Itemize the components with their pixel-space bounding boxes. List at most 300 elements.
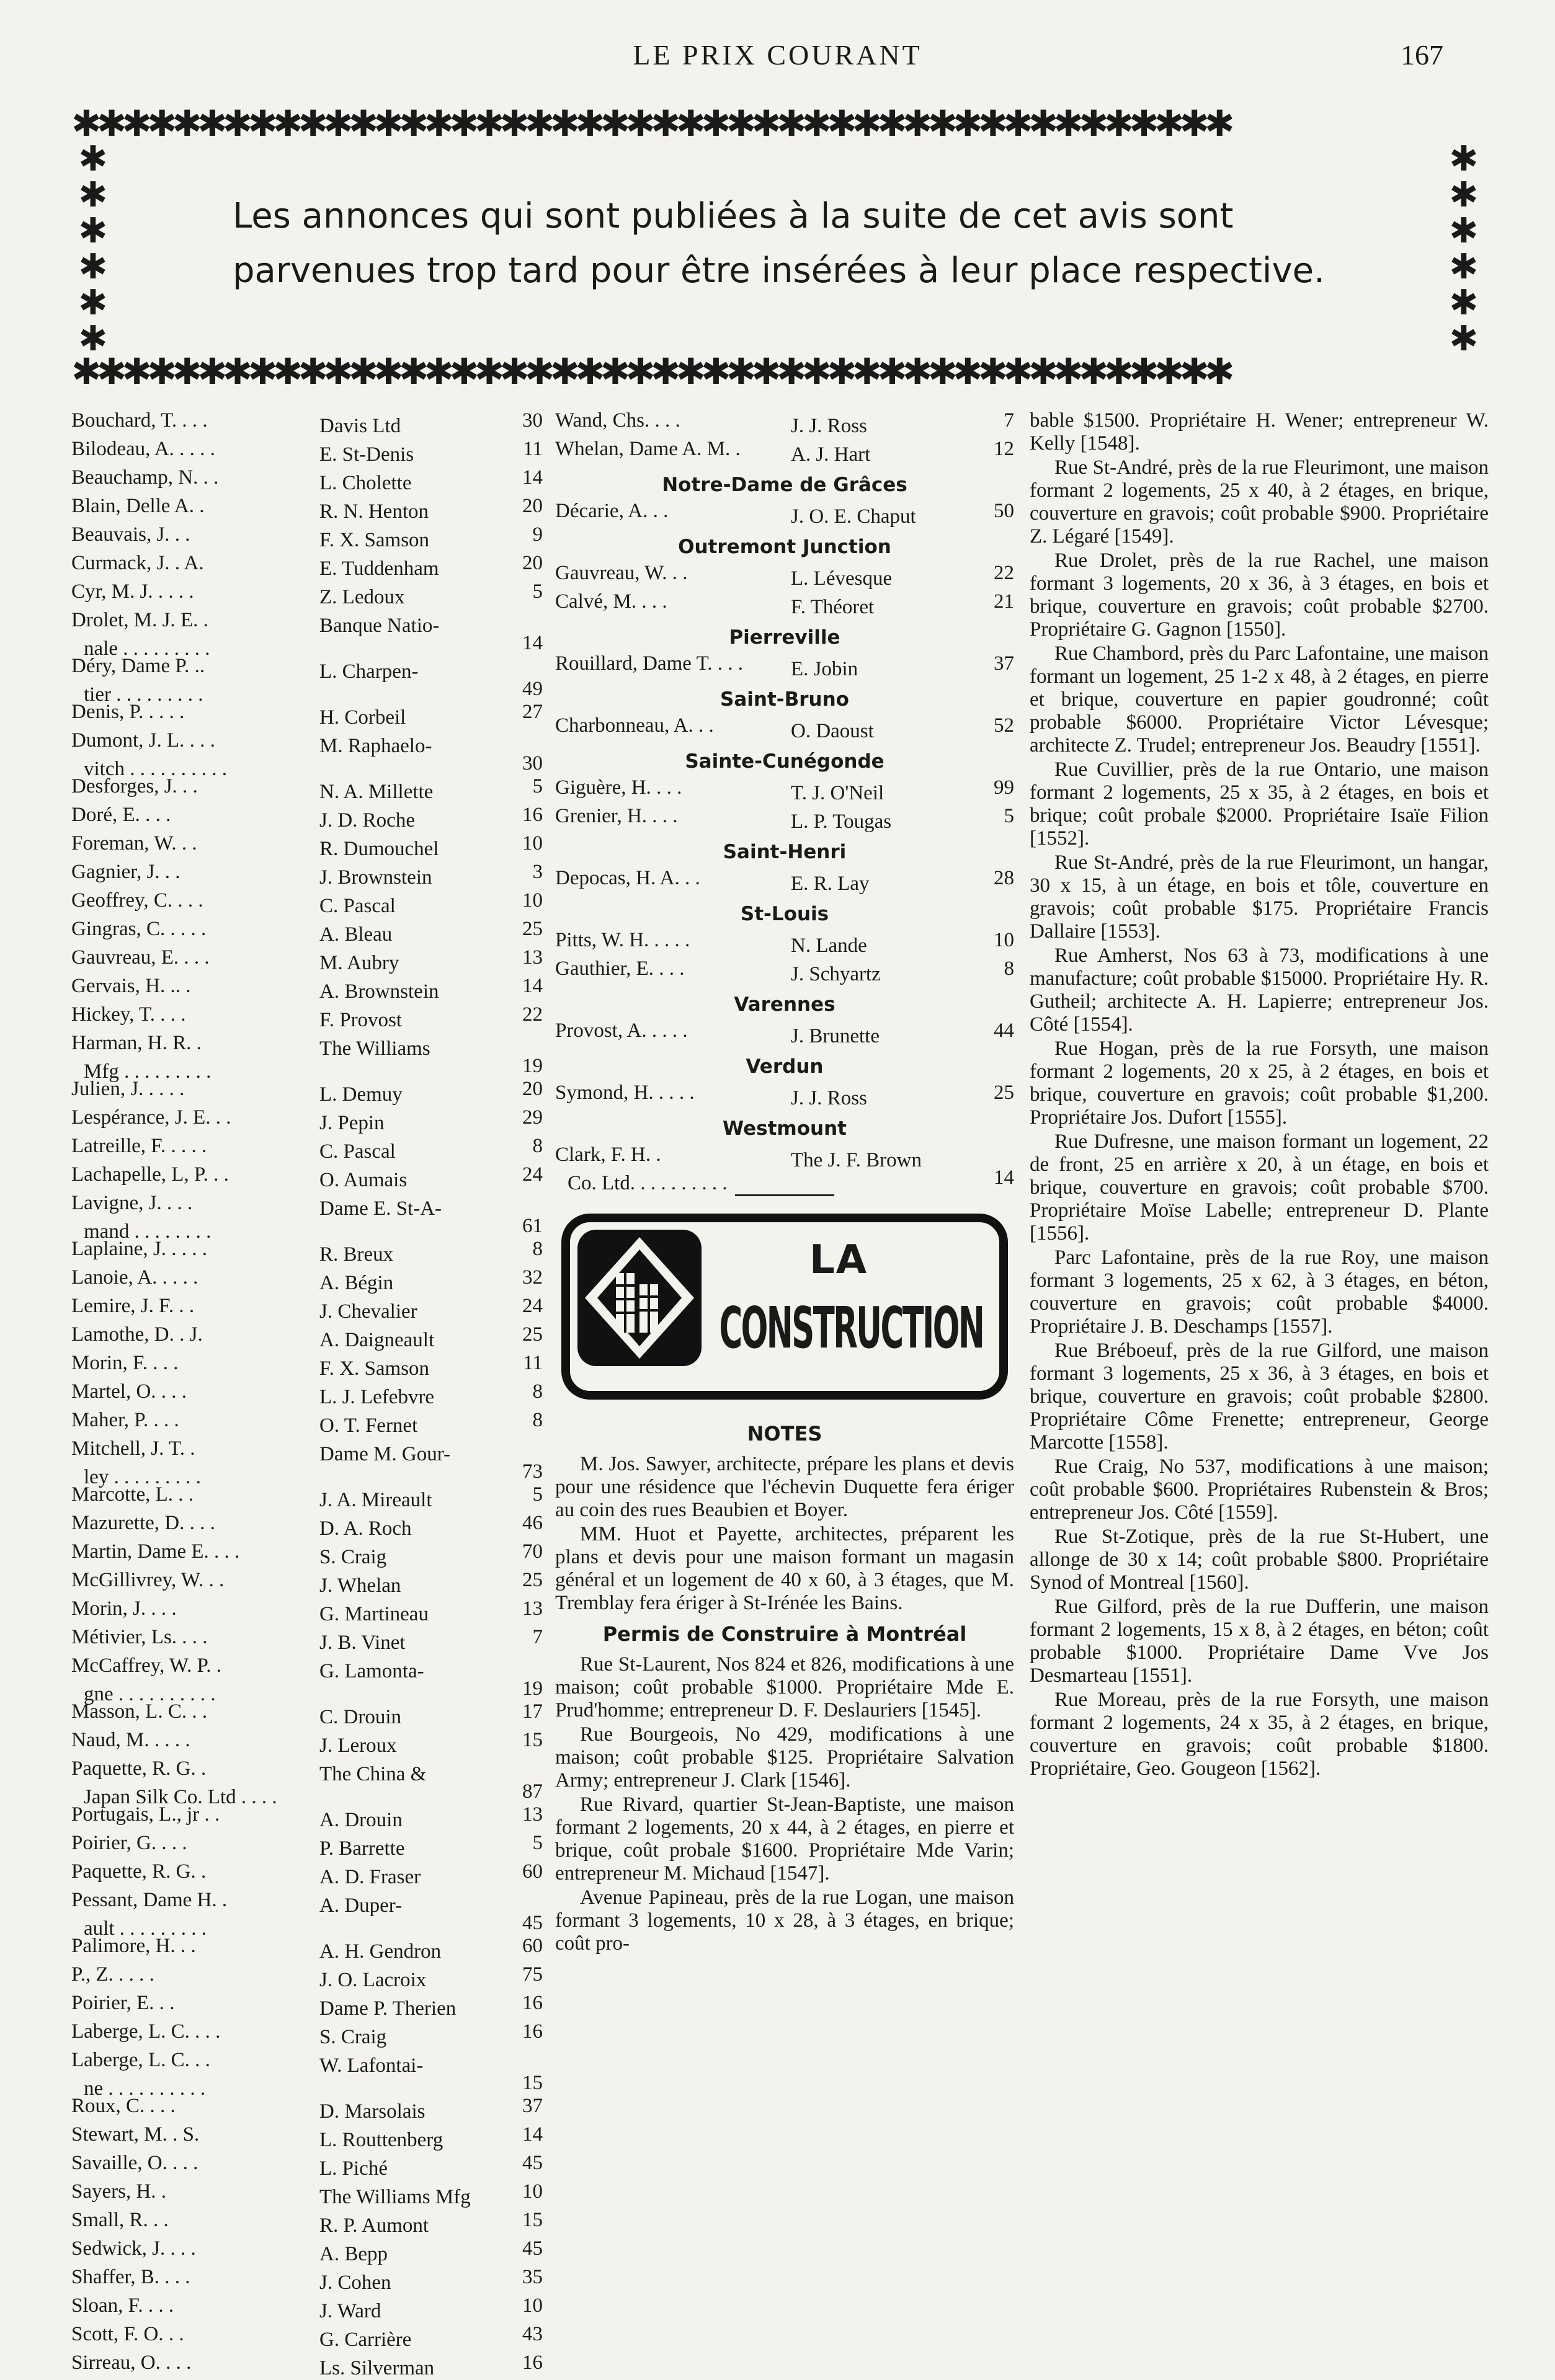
entry-agent: A. Bégin xyxy=(319,1272,394,1294)
list-item xyxy=(555,409,1014,438)
star-border-right-6: ✱ xyxy=(1449,319,1479,359)
list-item xyxy=(71,495,543,523)
list-item xyxy=(71,1860,543,1889)
entry-name: Stewart, M. . S. xyxy=(71,2123,200,2146)
list-item xyxy=(555,867,1014,895)
entry-name: Beauvais, J. . . xyxy=(71,523,190,546)
entry-agent: J. D. Roche xyxy=(319,809,415,832)
entry-agent: L. Routtenberg xyxy=(319,2129,443,2151)
entry-name: Foreman, W. . . xyxy=(71,832,197,855)
entry-agent: J. A. Mireault xyxy=(319,1489,432,1511)
place-heading: Varennes xyxy=(734,993,835,1016)
list-item xyxy=(71,1437,543,1488)
list-item xyxy=(71,409,543,438)
place-heading: Saint-Henri xyxy=(723,841,847,863)
entry-number: 30 xyxy=(522,409,543,432)
entry-number: 73 xyxy=(522,1460,543,1483)
entry-name: Déry, Dame P. .. xyxy=(71,655,205,677)
entry-agent: L. Charpen- xyxy=(319,660,419,683)
entry-number: 99 xyxy=(994,776,1014,799)
notes-paragraph: M. Jos. Sawyer, architecte, prépare les plans et devis pour une résidence que l'échevin Duquette fera ériger au coin des rues Beaubien et Boyer. xyxy=(555,1453,1014,1521)
list-item xyxy=(71,2323,543,2351)
place-heading: Outremont Junction xyxy=(678,536,891,558)
star-border-bottom: ✱✱✱✱✱✱✱✱✱✱✱✱✱✱✱✱✱✱✱✱✱✱✱✱✱✱✱✱✱✱✱✱✱✱✱✱✱✱✱✱✱✱✱✱✱✱ xyxy=(71,353,1230,389)
entry-name: Marcotte, L. . . xyxy=(71,1483,194,1506)
entry-number: 49 xyxy=(522,678,543,700)
list-item xyxy=(555,776,1014,805)
entry-name: Morin, J. . . . xyxy=(71,1597,177,1620)
entry-number: 30 xyxy=(522,752,543,775)
entry-number: 35 xyxy=(522,2266,543,2288)
list-item xyxy=(71,1106,543,1135)
entry-name: Sirreau, O. . . . xyxy=(71,2351,192,2374)
entry-name: Pessant, Dame H. . xyxy=(71,1889,228,1911)
entry-name: Poirier, E. . . xyxy=(71,1992,175,2014)
entry-agent: The Williams xyxy=(319,1037,430,1060)
entry-number: 15 xyxy=(522,2072,543,2094)
entry-name: Gingras, C. . . . . xyxy=(71,918,207,940)
list-item xyxy=(71,1078,543,1106)
entry-number: 60 xyxy=(522,1860,543,1883)
entry-name: Laberge, L. C. . . xyxy=(71,2049,210,2071)
permit-paragraph: Rue Cuvillier, près de la rue Ontario, une maison formant 2 logements, 25 x 35, à 2 étages, en bois et brique; coût probale $2000. Propriétaire Isaïe Filion [1552]. xyxy=(1030,758,1489,850)
list-item xyxy=(71,438,543,466)
entry-number: 20 xyxy=(522,1078,543,1100)
list-item xyxy=(71,1409,543,1437)
place-heading: Westmount xyxy=(723,1117,847,1140)
list-item xyxy=(71,729,543,780)
entry-agent: T. J. O'Neil xyxy=(791,782,884,804)
star-border-left-3: ✱ xyxy=(78,211,108,251)
place-heading: Notre-Dame de Grâces xyxy=(662,474,907,496)
place-heading: Sainte-Cunégonde xyxy=(685,750,884,773)
entry-agent: J. Cohen xyxy=(319,2271,391,2294)
entry-name: Lemire, J. F. . . xyxy=(71,1295,195,1317)
star-border-left-2: ✱ xyxy=(78,175,108,215)
entry-name: Desforges, J. . . xyxy=(71,775,198,797)
entry-number: 52 xyxy=(994,714,1014,737)
list-item xyxy=(71,2294,543,2323)
permit-paragraph: Rue Chambord, près du Parc Lafontaine, une maison formant un logement, 25 1-2 x 48, à 2 étages, en pierre et brique, couverture en papier goudronné; coût probable $6000. Propriétaire Victor Lévesque; architecte Z. Trudel; entrepreneur Jos. Beaudry [1551]. xyxy=(1030,642,1489,757)
list-item xyxy=(71,1832,543,1860)
list-item xyxy=(71,1380,543,1409)
entry-agent: S. Craig xyxy=(319,1546,387,1568)
entry-agent: E. R. Lay xyxy=(791,873,870,895)
entry-agent: R. Dumouchel xyxy=(319,838,439,860)
entry-name: Roux, C. . . . xyxy=(71,2095,176,2117)
entry-name: Whelan, Dame A. M. . xyxy=(555,438,741,460)
list-item xyxy=(71,1192,543,1243)
page-header xyxy=(0,38,1555,82)
entry-name: Lachapelle, L, P. . . xyxy=(71,1163,229,1186)
right-column xyxy=(1030,409,1489,1782)
list-item xyxy=(71,918,543,946)
list-item xyxy=(71,1135,543,1163)
permit-paragraph: Rue Dufresne, une maison formant un logement, 22 de front, 25 en arrière x 20, à un étage, en bois et brique, couverture en gravois; coût probable $700. Propriétaire Moïse Labelle; entrepreneur D. Plante [1556]. xyxy=(1030,1130,1489,1245)
list-item xyxy=(71,580,543,609)
entry-number: 19 xyxy=(522,1055,543,1077)
entry-number: 24 xyxy=(522,1295,543,1317)
entry-name: Lespérance, J. E. . . xyxy=(71,1106,231,1129)
entry-number: 14 xyxy=(522,466,543,489)
entry-name: Denis, P. . . . . xyxy=(71,701,185,723)
list-item xyxy=(71,1935,543,1963)
entry-agent: E. Jobin xyxy=(791,658,858,680)
entry-number: 8 xyxy=(532,1135,543,1157)
list-item xyxy=(71,2209,543,2237)
entry-agent: G. Martineau xyxy=(319,1603,429,1625)
entry-agent: O. Aumais xyxy=(319,1169,408,1191)
entry-number: 25 xyxy=(994,1081,1014,1104)
permit-paragraph: Rue Gilford, près de la rue Dufferin, une maison formant 2 logements, 15 x 8, à 2 étages, en béton; coût probable $1000. Propriétaire Dame Vve Jos Desmarteau [1551]. xyxy=(1030,1596,1489,1687)
entry-number: 60 xyxy=(522,1935,543,1957)
entry-number: 61 xyxy=(522,1215,543,1237)
entry-agent: C. Pascal xyxy=(319,895,396,917)
entry-agent: F. Théoret xyxy=(791,596,875,618)
entry-agent: J. Pepin xyxy=(319,1112,385,1134)
entry-agent: G. Lamonta- xyxy=(319,1660,424,1682)
list-item xyxy=(555,957,1014,986)
entry-name: Gagnier, J. . . xyxy=(71,861,180,883)
journal-title: LE PRIX COURANT xyxy=(633,39,922,71)
entry-agent: J. Brunette xyxy=(791,1025,880,1047)
entry-number: 16 xyxy=(522,804,543,826)
entry-name: Curmack, J. . A. xyxy=(71,552,204,574)
entry-name: Depocas, H. A. . . xyxy=(555,867,700,889)
entry-number: 5 xyxy=(1004,805,1014,827)
entry-agent: M. Aubry xyxy=(319,952,399,974)
list-item xyxy=(71,946,543,975)
entry-number: 87 xyxy=(522,1780,543,1803)
entry-number: 13 xyxy=(522,1597,543,1620)
entry-continuation: nale . . . . . . . . . xyxy=(84,637,210,660)
entry-name: Gervais, H. .. . xyxy=(71,975,191,997)
list-item xyxy=(71,1626,543,1654)
entry-name: Gauthier, E. . . . xyxy=(555,957,685,980)
entry-continuation: gne . . . . . . . . . . xyxy=(84,1683,216,1705)
entry-agent: L. J. Lefebvre xyxy=(319,1386,435,1408)
entry-name: Paquette, R. G. . xyxy=(71,1860,207,1883)
entry-name: Charbonneau, A. . . xyxy=(555,714,714,737)
entry-number: 16 xyxy=(522,2351,543,2374)
entry-agent: A. H. Gendron xyxy=(319,1940,442,1963)
entry-agent: A. D. Fraser xyxy=(319,1866,421,1888)
list-item xyxy=(71,1483,543,1512)
entry-number: 45 xyxy=(522,2237,543,2260)
entry-name: Drolet, M. J. E. . xyxy=(71,609,208,631)
entry-continuation: ley . . . . . . . . . xyxy=(84,1466,201,1488)
entry-agent: Banque Natio- xyxy=(319,615,440,637)
entry-agent: The J. F. Brown xyxy=(791,1149,922,1171)
entry-agent: E. Tuddenham xyxy=(319,557,439,580)
list-item xyxy=(71,701,543,729)
permit-paragraph: Rue St-Zotique, près de la rue St-Hubert, une allonge de 30 x 14; coût probable $800. Propriétaire Synod of Montreal [1560]. xyxy=(1030,1525,1489,1594)
entry-name: Laplaine, J. . . . . xyxy=(71,1238,208,1260)
entry-agent: F. X. Samson xyxy=(319,529,430,551)
list-item xyxy=(71,2095,543,2123)
list-item xyxy=(71,2351,543,2380)
entry-name: Mazurette, D. . . . xyxy=(71,1512,215,1534)
middle-column xyxy=(555,409,1014,1956)
entry-number: 27 xyxy=(522,701,543,723)
entry-name: Blain, Delle A. . xyxy=(71,495,205,517)
list-item xyxy=(71,2237,543,2266)
entry-agent: A. Drouin xyxy=(319,1809,403,1831)
entry-number: 45 xyxy=(522,1912,543,1934)
list-item xyxy=(71,1540,543,1569)
entry-number: 10 xyxy=(522,832,543,855)
entry-number: 9 xyxy=(532,523,543,546)
star-border-left-1: ✱ xyxy=(78,139,108,179)
entry-name: Sedwick, J. . . . xyxy=(71,2237,196,2260)
entry-continuation: mand . . . . . . . . xyxy=(84,1220,212,1243)
entry-agent: The China & xyxy=(319,1763,427,1785)
entry-agent: E. St-Denis xyxy=(319,443,414,466)
entry-agent: A. Brownstein xyxy=(319,980,439,1003)
list-item xyxy=(555,1081,1014,1110)
entry-agent: L. Piché xyxy=(319,2157,388,2180)
permit-paragraph: Rue Craig, No 537, modifications à une maison; coût probable $600. Propriétaires Rubenstein & Bros; entrepreneur Jos. Côté [1559]. xyxy=(1030,1455,1489,1524)
entry-number: 14 xyxy=(994,1166,1014,1189)
list-item xyxy=(71,1729,543,1757)
entry-name: Savaille, O. . . . xyxy=(71,2152,198,2174)
star-border-right-2: ✱ xyxy=(1449,175,1479,215)
places-list xyxy=(555,470,1014,1194)
entry-name: Provost, A. . . . . xyxy=(555,1019,688,1042)
entry-number: 10 xyxy=(994,929,1014,951)
entry-agent: Ls. Silverman xyxy=(319,2357,435,2379)
list-item xyxy=(71,1757,543,1808)
entry-number: 16 xyxy=(522,1992,543,2014)
list-item xyxy=(71,655,543,706)
entry-agent: C. Drouin xyxy=(319,1706,401,1728)
list-item xyxy=(555,714,1014,743)
entry-name: Naud, M. . . . . xyxy=(71,1729,190,1751)
list-item xyxy=(555,652,1014,681)
entry-agent: Davis Ltd xyxy=(319,415,401,437)
entry-agent: J. B. Vinet xyxy=(319,1632,406,1654)
entry-agent: L. Demuy xyxy=(319,1083,403,1106)
list-item xyxy=(71,861,543,889)
entry-number: 70 xyxy=(522,1540,543,1563)
entry-name: McCaffrey, W. P. . xyxy=(71,1654,221,1677)
list-item xyxy=(71,2180,543,2209)
star-border-right-5: ✱ xyxy=(1449,283,1479,323)
list-item xyxy=(555,562,1014,590)
entry-continuation: ne . . . . . . . . . . xyxy=(84,2077,206,2100)
list-item xyxy=(71,2266,543,2294)
entry-agent: Dame M. Gour- xyxy=(319,1443,451,1465)
notes-title: NOTES xyxy=(747,1422,822,1445)
entry-number: 11 xyxy=(523,438,543,460)
permit-paragraph: bable $1500. Propriétaire H. Wener; entrepreneur W. Kelly [1548]. xyxy=(1030,409,1489,455)
entry-name: Symond, H. . . . . xyxy=(555,1081,695,1104)
entry-number: 10 xyxy=(522,2180,543,2203)
entry-name: Latreille, F. . . . . xyxy=(71,1135,207,1157)
entry-continuation: Co. Ltd. . . . . . . . . . xyxy=(568,1172,728,1194)
entry-name: Mitchell, J. T. . xyxy=(71,1437,195,1460)
entry-name: Lavigne, J. . . . xyxy=(71,1192,193,1214)
entry-number: 20 xyxy=(522,495,543,517)
entry-name: Masson, L. C. . . xyxy=(71,1700,208,1723)
entry-agent: F. Provost xyxy=(319,1009,403,1031)
list-item xyxy=(71,1163,543,1192)
star-border-right-1: ✱ xyxy=(1449,139,1479,179)
list-item xyxy=(71,804,543,832)
entry-agent: Dame P. Therien xyxy=(319,1997,457,2020)
entry-continuation: vitch . . . . . . . . . . xyxy=(84,758,227,780)
entry-number: 45 xyxy=(522,2152,543,2174)
entry-name: Wand, Chs. . . . xyxy=(555,409,680,432)
list-item xyxy=(555,805,1014,833)
entry-agent: W. Lafontai- xyxy=(319,2054,424,2077)
list-item xyxy=(71,832,543,861)
entry-name: Harman, H. R. . xyxy=(71,1032,202,1054)
entry-number: 32 xyxy=(522,1266,543,1289)
star-border-right-4: ✱ xyxy=(1449,247,1479,287)
entry-name: Bilodeau, A. . . . . xyxy=(71,438,215,460)
list-item xyxy=(71,1654,543,1705)
list-item xyxy=(71,466,543,495)
entry-name: Geoffrey, C. . . . xyxy=(71,889,203,912)
entry-name: Paquette, R. G. . xyxy=(71,1757,207,1780)
list-item xyxy=(71,1238,543,1266)
list-item xyxy=(71,1295,543,1323)
entry-number: 44 xyxy=(994,1019,1014,1042)
list-item xyxy=(71,1963,543,1992)
entry-number: 50 xyxy=(994,500,1014,522)
logo-la-text: LA xyxy=(809,1237,868,1283)
entry-agent: Dame E. St-A- xyxy=(319,1197,442,1220)
place-heading: St-Louis xyxy=(740,903,829,925)
entry-agent: G. Carrière xyxy=(319,2329,412,2351)
list-item xyxy=(71,2152,543,2180)
entry-agent: J. Whelan xyxy=(319,1574,401,1597)
entry-agent: J. J. Ross xyxy=(791,1087,867,1109)
list-item xyxy=(71,1992,543,2020)
entry-name: Gauvreau, W. . . xyxy=(555,562,688,584)
list-item xyxy=(71,2123,543,2152)
entry-agent: A. Bepp xyxy=(319,2243,388,2265)
entry-name: Martin, Dame E. . . . xyxy=(71,1540,240,1563)
entry-name: Poirier, G. . . . xyxy=(71,1832,187,1854)
entry-name: Lanoie, A. . . . . xyxy=(71,1266,198,1289)
logo-construction-text: CONSTRUCTION xyxy=(719,1295,984,1361)
permit-paragraph: Rue Bourgeois, No 429, modifications à une maison; coût probable $125. Propriétaire Salvation Army; entrepreneur J. Clark [1546]. xyxy=(555,1723,1014,1792)
entry-name: Métivier, Ls. . . . xyxy=(71,1626,208,1648)
permit-paragraph: Parc Lafontaine, près de la rue Roy, une maison formant 3 logements, 25 x 62, à 3 étages, en béton, couverture en gravois; coût probable $4000. Propriétaire J. B. Deschamps [1557]. xyxy=(1030,1246,1489,1338)
entry-number: 5 xyxy=(532,1483,543,1506)
entry-name: Morin, F. . . . xyxy=(71,1352,179,1374)
entry-continuation: tier . . . . . . . . . xyxy=(84,683,203,706)
list-item xyxy=(71,1512,543,1540)
entry-number: 15 xyxy=(522,2209,543,2231)
list-item xyxy=(71,1323,543,1352)
entry-number: 15 xyxy=(522,1729,543,1751)
star-border-left-6: ✱ xyxy=(78,319,108,359)
entry-name: Julien, J. . . . . xyxy=(71,1078,185,1100)
late-notice-box xyxy=(71,105,1486,389)
entry-agent: L. Cholette xyxy=(319,472,412,494)
entry-name: Portugais, L., jr . . xyxy=(71,1803,220,1826)
notes-paragraphs xyxy=(555,1453,1014,1615)
list-item xyxy=(71,889,543,918)
entry-number: 8 xyxy=(532,1238,543,1260)
entry-name: Rouillard, Dame T. . . . xyxy=(555,652,744,675)
entry-agent: R. P. Aumont xyxy=(319,2214,429,2237)
entry-number: 37 xyxy=(522,2095,543,2117)
entry-agent: J. Brownstein xyxy=(319,866,432,889)
entry-name: Doré, E. . . . xyxy=(71,804,171,826)
entry-name: Palimore, H. . . xyxy=(71,1935,196,1957)
list-item xyxy=(555,1143,1014,1194)
entry-number: 5 xyxy=(532,580,543,603)
entry-name: Laberge, L. C. . . . xyxy=(71,2020,221,2043)
list-item xyxy=(71,775,543,804)
star-border-left-4: ✱ xyxy=(78,247,108,287)
entry-continuation: Japan Silk Co. Ltd . . . . xyxy=(84,1786,277,1808)
entry-name: McGillivrey, W. . . xyxy=(71,1569,225,1591)
entry-agent: O. T. Fernet xyxy=(319,1414,418,1437)
star-border-top: ✱✱✱✱✱✱✱✱✱✱✱✱✱✱✱✱✱✱✱✱✱✱✱✱✱✱✱✱✱✱✱✱✱✱✱✱✱✱✱✱✱✱✱✱✱✱ xyxy=(71,105,1230,141)
entry-number: 14 xyxy=(522,2123,543,2146)
entry-number: 25 xyxy=(522,918,543,940)
entry-number: 25 xyxy=(522,1569,543,1591)
entry-agent: A. Daigneault xyxy=(319,1329,435,1351)
entry-number: 8 xyxy=(1004,957,1014,980)
entry-number: 28 xyxy=(994,867,1014,889)
entry-agent: O. Daoust xyxy=(791,720,874,742)
entry-name: Maher, P. . . . xyxy=(71,1409,179,1431)
star-border-left-5: ✱ xyxy=(78,283,108,323)
list-item xyxy=(71,1597,543,1626)
permit-paragraph: Rue Bréboeuf, près de la rue Gilford, une maison formant 3 logements, 25 x 36, à 3 étages, en bois et brique, couverture en gravois; coût probable $2800. Propriétaire Côme Frenette; entrepreneur, George Marcotte [1558]. xyxy=(1030,1339,1489,1454)
entry-number: 5 xyxy=(532,775,543,797)
notice-line-1: Les annonces qui sont publiées à la suite de cet avis sont xyxy=(233,196,1234,236)
entry-number: 10 xyxy=(522,889,543,912)
entry-agent: F. X. Samson xyxy=(319,1357,430,1380)
list-item xyxy=(71,1700,543,1729)
entry-number: 29 xyxy=(522,1106,543,1129)
entry-agent: J. O. Lacroix xyxy=(319,1969,427,1991)
permit-paragraph: Avenue Papineau, près de la rue Logan, une maison formant 3 logements, 10 x 28, à 3 étages, en brique; coût pro- xyxy=(555,1886,1014,1955)
entry-agent: A. Bleau xyxy=(319,923,393,946)
permit-paragraph: Rue Drolet, près de la rue Rachel, une maison formant 3 logements, 20 x 36, à 3 étages, en bois et brique, couverture en gravois; coût probable $2700. Propriétaire G. Gagnon [1550]. xyxy=(1030,549,1489,641)
list-item xyxy=(71,2020,543,2049)
entry-number: 13 xyxy=(522,946,543,969)
entry-name: Martel, O. . . . xyxy=(71,1380,187,1403)
entry-number: 14 xyxy=(522,632,543,654)
notes-paragraph: MM. Huot et Payette, architectes, préparent les plans et devis pour une maison formant un magasin général et un logement de 40 x 60, à 3 étages, que M. Tremblay fera ériger à St-Irénée les Bains. xyxy=(555,1523,1014,1614)
entry-number: 14 xyxy=(522,975,543,997)
list-item xyxy=(71,609,543,660)
entry-agent: J. Ward xyxy=(319,2300,381,2322)
middle-top-list xyxy=(555,409,1014,466)
place-heading: Verdun xyxy=(746,1055,824,1078)
entry-name: Décarie, A. . . xyxy=(555,500,669,522)
entry-number: 10 xyxy=(522,2294,543,2317)
notice-text xyxy=(233,189,1349,298)
entry-agent: A. J. Hart xyxy=(791,443,871,466)
entry-name: Sloan, F. . . . xyxy=(71,2294,174,2317)
entry-agent: J. Schyartz xyxy=(791,963,881,985)
entry-number: 21 xyxy=(994,590,1014,613)
entry-name: P., Z. . . . . xyxy=(71,1963,154,1986)
left-column-list xyxy=(71,409,543,2380)
permit-paragraph: Rue St-André, près de la rue Fleurimont, un hangar, 30 x 15, à un étage, en bois et tôle, couverture en gravois; coût probable $175. Propriétaire Francis Dallaire [1553]. xyxy=(1030,851,1489,943)
star-border-right-3: ✱ xyxy=(1449,211,1479,251)
entry-agent: L. P. Tougas xyxy=(791,810,892,833)
